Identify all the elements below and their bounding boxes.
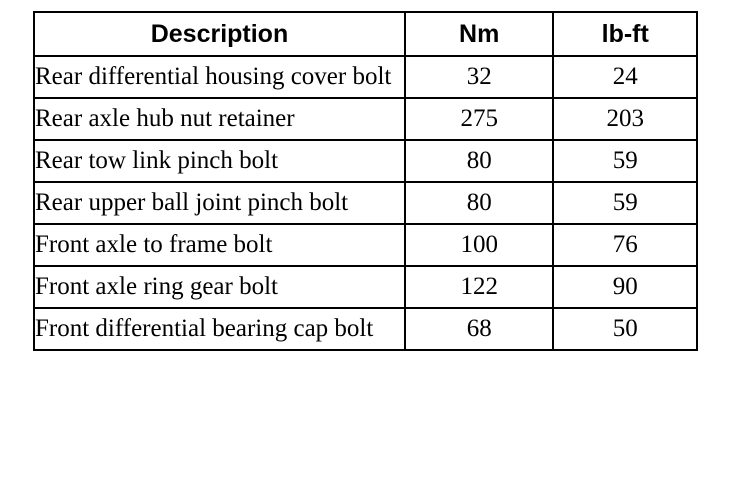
description-cell: Rear upper ball joint pinch bolt [34, 182, 405, 224]
nm-cell: 80 [405, 140, 554, 182]
description-cell: Front axle to frame bolt [34, 224, 405, 266]
nm-cell: 32 [405, 56, 554, 98]
table-row [34, 182, 697, 224]
column-header-nm: Nm [405, 12, 554, 56]
lbft-cell: 203 [553, 98, 697, 140]
description-cell: Rear differential housing cover bolt [34, 56, 405, 98]
lbft-cell: 90 [553, 266, 697, 308]
lbft-cell: 50 [553, 308, 697, 350]
lbft-cell: 24 [553, 56, 697, 98]
table-row [34, 308, 697, 350]
description-cell: Rear tow link pinch bolt [34, 140, 405, 182]
column-header-lbft: lb-ft [553, 12, 697, 56]
table-row [34, 224, 697, 266]
description-cell: Rear axle hub nut retainer [34, 98, 405, 140]
lbft-cell: 59 [553, 182, 697, 224]
description-cell: Front axle ring gear bolt [34, 266, 405, 308]
nm-cell: 100 [405, 224, 554, 266]
nm-cell: 122 [405, 266, 554, 308]
nm-cell: 68 [405, 308, 554, 350]
torque-specification-table [33, 11, 698, 351]
table-row [34, 98, 697, 140]
table-row [34, 266, 697, 308]
table-row [34, 56, 697, 98]
lbft-cell: 59 [553, 140, 697, 182]
header-row [34, 12, 697, 56]
nm-cell: 275 [405, 98, 554, 140]
column-header-description: Description [34, 12, 405, 56]
table-row [34, 140, 697, 182]
description-cell: Front differential bearing cap bolt [34, 308, 405, 350]
nm-cell: 80 [405, 182, 554, 224]
lbft-cell: 76 [553, 224, 697, 266]
